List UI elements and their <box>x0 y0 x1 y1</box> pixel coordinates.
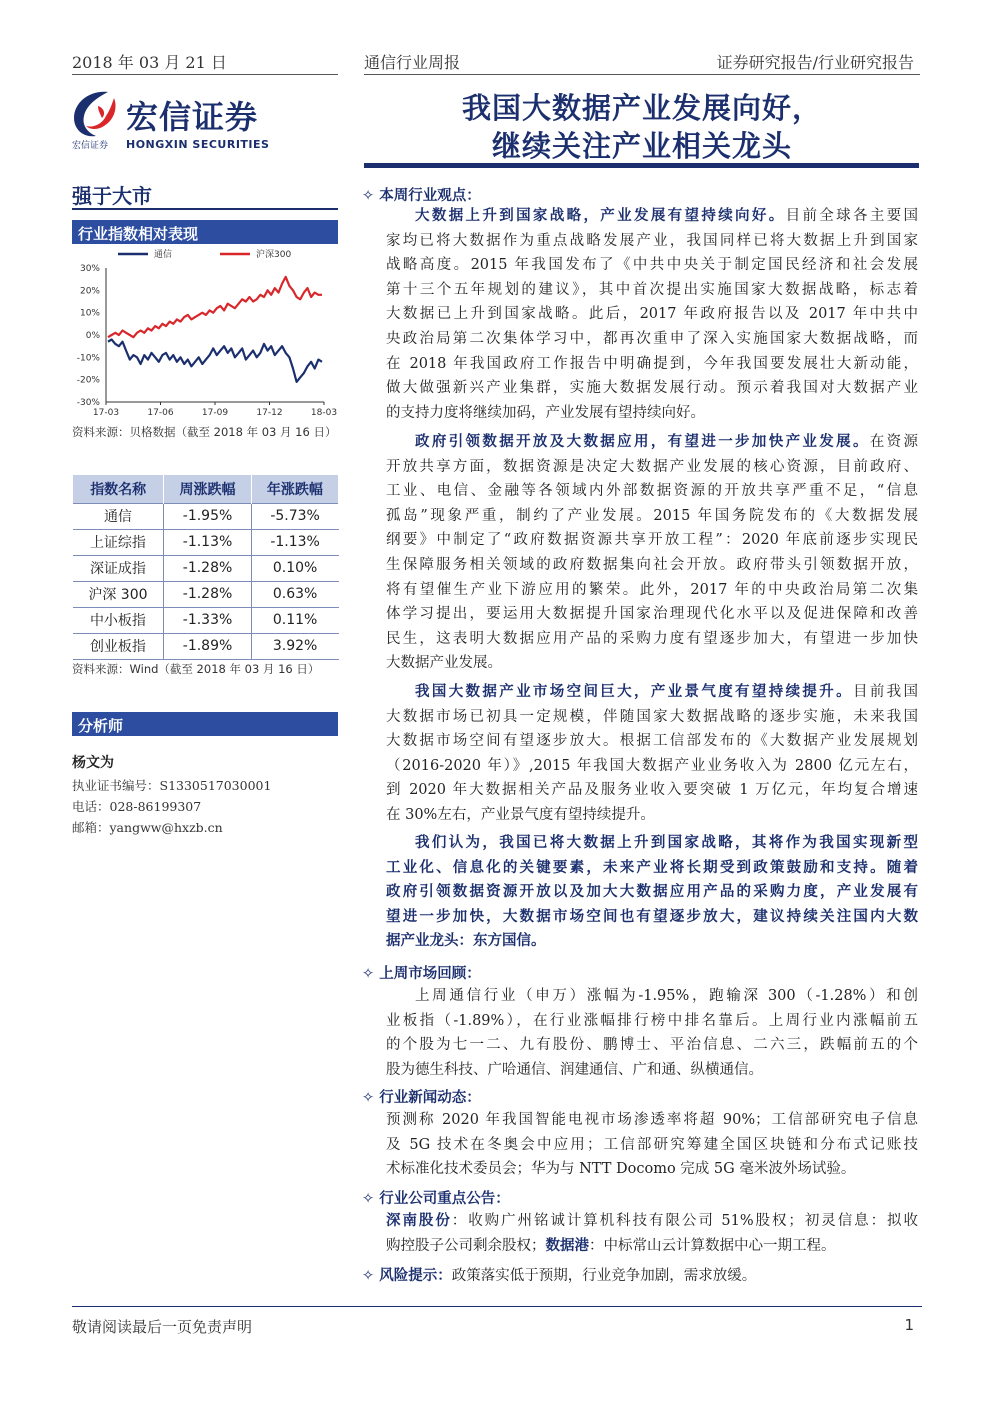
col-header-name: 指数名称 <box>73 475 164 503</box>
year-change: 3.92% <box>251 633 338 659</box>
year-change: 0.10% <box>251 555 338 581</box>
chart-source: 资料来源：贝格数据（截至 2018 年 03 月 16 日） <box>72 425 337 439</box>
week-change: -1.28% <box>164 581 251 607</box>
table-header-row <box>73 475 339 503</box>
report-type: 证券研究报告/行业研究报告 <box>716 53 914 72</box>
chart-section-header: 行业指数相对表现 <box>72 220 338 244</box>
paragraph-open-data: 政府引领数据开放及大数据应用，有望进一步加快产业发展。在资源 开放共享方面，数据资源是决定大数据产业发展的核心资源，目前政府、 工业、电信、金融等各领域内外部数据资源的开放共享严重不足，“信息 孤岛”现象严重，制约了产业发展。2015 年国务院发布的《大数据发展 纲要》中制定了“政府数据资源共享开放工程”：2020 年底前逐步实现民 生保障服务相关领域的政府数据集向社会开放。政府带头引领数据开放， 将有望催生产业下游应用的繁荣。此外，2017 年的中央政治局第二次集 体学习提出，要运用大数据提升国家治理现代化水平以及促进保障和改善 民生，这表明大数据应用产品的采购力度有望逐步加大，有望进一步加快 大数据产业发展。 <box>386 434 919 672</box>
y-tick-label: 0% <box>85 331 100 341</box>
table-row <box>73 503 339 529</box>
page-number: 1 <box>904 1316 914 1334</box>
footer-rule <box>72 1306 922 1307</box>
legend-label: 沪深300 <box>256 250 292 260</box>
x-tick-label: 17-06 <box>147 408 174 418</box>
table-row <box>73 607 339 633</box>
y-tick-label: -30% <box>76 398 100 408</box>
market-review-heading: ✧ 上周市场回顾： <box>362 966 481 982</box>
logo-small-text: 宏信证券 <box>72 141 109 151</box>
diamond-bullet-icon: ✧ <box>362 1191 380 1207</box>
x-tick-label: 17-09 <box>201 408 229 418</box>
news-heading: ✧ 行业新闻动态： <box>362 1090 481 1106</box>
week-change: -1.28% <box>164 555 251 581</box>
table-row <box>73 529 339 555</box>
analyst-section-header: 分析师 <box>72 712 338 736</box>
series-line-hs300 <box>108 277 322 337</box>
y-tick-label: 10% <box>79 308 100 319</box>
risk-line <box>362 1264 756 1285</box>
y-tick-label: 30% <box>79 264 100 274</box>
y-tick-label: -20% <box>76 375 100 386</box>
diamond-bullet-icon: ✧ <box>362 1268 380 1284</box>
index-name: 通信 <box>73 503 164 529</box>
logo-english-text: HONGXIN SECURITIES <box>126 138 270 151</box>
viewpoint-heading: ✧ 本周行业观点： <box>362 188 481 204</box>
paragraph-market-space: 我国大数据产业市场空间巨大，产业景气度有望持续提升。目前我国 大数据市场已初具一定规模，伴随国家大数据战略的逐步实施，未来我国 大数据市场空间有望逐步放大。根据工信部发布的《大数据产业发展规划 （2016-2020 年）》,2015 年我国大数据产业业务收入为 2800 亿元左右， 到 2020 年大数据相关产品及服务业收入要突破 1 万亿元，年均复合增速 在 30%左右，产业景气度有望持续提升。 <box>386 684 919 823</box>
report-name: 通信行业周报 <box>364 53 461 72</box>
paragraph-lead: 政府引领数据开放及大数据应用，有望进一步加快产业发展。 <box>415 434 870 450</box>
analyst-cert: 执业证书编号：S1330517030001 <box>72 778 272 793</box>
x-tick-label: 18-03 <box>310 408 338 418</box>
logo-text: 宏信证券 <box>126 98 259 136</box>
report-title-line1: 我国大数据产业发展向好， <box>461 91 822 125</box>
index-name: 中小板指 <box>73 607 164 633</box>
index-name: 上证综指 <box>73 529 164 555</box>
paragraph-conclusion: 我们认为，我国已将大数据上升到国家战略，其将作为我国实现新型 工业化、信息化的关键要素，未来产业将长期受到政策鼓励和支持。随着 政府引领数据资源开放以及加大大数据应用产品的采购力度，产业发展有 望进一步加快，大数据市场空间也有望逐步放大，建议持续关注国内大数 据产业龙头：东方国信。 <box>386 835 918 950</box>
col-header-year: 年涨跌幅 <box>251 475 338 503</box>
y-tick-label: -10% <box>76 353 100 364</box>
index-name: 创业板指 <box>73 633 164 659</box>
risk-heading: ✧ 风险提示： <box>362 1268 452 1284</box>
table-row <box>73 581 339 607</box>
table-row <box>73 555 339 581</box>
analyst-name: 杨文为 <box>72 755 114 771</box>
col-header-week: 周涨跌幅 <box>164 475 251 503</box>
rating-underline <box>72 208 338 210</box>
header-rule-left <box>72 74 338 75</box>
paragraph-lead: 大数据上升到国家战略，产业发展有望持续向好。 <box>415 208 786 224</box>
week-change: -1.95% <box>164 503 251 529</box>
paragraph-news: 预测称 2020 年我国智能电视市场渗透率将超 90%；工信部研究电子信息 及 5G 技术在冬奥会中应用；工信部研究筹建全国区块链和分布式记账技 术标准化技术委员会；华为与 NTT Docomo 完成 5G 毫米波外场试验。 <box>386 1112 918 1178</box>
logo-mark-icon <box>68 86 122 140</box>
index-name: 沪深 300 <box>73 581 164 607</box>
report-title-line2: 继续关注产业相关龙头 <box>491 129 792 163</box>
analyst-email: 邮箱：yangww@hxzb.cn <box>72 820 223 835</box>
diamond-bullet-icon: ✧ <box>362 188 380 204</box>
report-date: 2018 年 03 月 21 日 <box>72 53 227 72</box>
paragraph-market-review: 上周通信行业（申万）涨幅为-1.95%，跑输深 300（-1.28%）和创 业板指（-1.89%），在行业涨幅排行榜中排名靠后。上周行业内涨幅前五 的个股为七一二、九有股份、鹏博士、平治信息、二六三，跌幅前五的个 股为德生科技、广哈通信、润建通信、广和通、纵横通信。 <box>386 988 918 1078</box>
x-tick-label: 17-03 <box>92 408 120 418</box>
year-change: -5.73% <box>251 503 338 529</box>
header-rule-right <box>364 74 920 75</box>
company-name: 数据港 <box>545 1237 589 1254</box>
company-name: 深南股份 <box>386 1213 452 1229</box>
risk-text: 政策落实低于预期，行业竞争加剧，需求放缓。 <box>451 1268 757 1284</box>
industry-rating: 强于大市 <box>72 184 152 208</box>
week-change: -1.33% <box>164 607 251 633</box>
title-underline <box>364 163 919 168</box>
company-heading: ✧ 行业公司重点公告： <box>362 1191 510 1207</box>
year-change: 0.63% <box>251 581 338 607</box>
table-source: 资料来源：Wind（截至 2018 年 03 月 16 日） <box>72 662 320 676</box>
legend-label: 通信 <box>154 250 173 260</box>
disclaimer-note: 敬请阅读最后一页免责声明 <box>72 1318 253 1336</box>
diamond-bullet-icon: ✧ <box>362 1090 380 1106</box>
y-tick-label: 20% <box>79 286 100 297</box>
x-tick-label: 17-12 <box>256 408 283 418</box>
index-name: 深证成指 <box>73 555 164 581</box>
year-change: 0.11% <box>251 607 338 633</box>
index-table <box>72 475 339 660</box>
paragraph-strategy: 大数据上升到国家战略，产业发展有望持续向好。目前全球各主要国 家均已将大数据作为重点战略发展产业，我国同样已将大数据上升到国家 战略高度。2015 年我国发布了《中共中央关于制定国民经济和社会发展 第十三个五年规划的建议》，其中首次提出实施国家大数据战略，标志着 大数据已上升到国家战略。此后，2017 年政府报告以及 2017 年中共中 央政治局第二次集体学习中，都再次重申了深入实施国家大数据战略，而 在 2018 年我国政府工作报告中明确提到，今年我国要发展壮大新动能， 做大做强新兴产业集群，实施大数据发展行动。预示着我国对大数据产业 的支持力度将继续加码，产业发展有望持续向好。 <box>386 208 919 421</box>
paragraph-company: 深南股份：收购广州铭诚计算机科技有限公司 51%股权；初灵信息：拟收 购控股子公司剩余股权；数据港：中标常山云计算数据中心一期工程。 <box>386 1213 918 1254</box>
week-change: -1.89% <box>164 633 251 659</box>
diamond-bullet-icon: ✧ <box>362 966 380 982</box>
week-change: -1.13% <box>164 529 251 555</box>
performance-chart <box>72 246 338 422</box>
series-line-telecom <box>108 340 322 382</box>
table-row <box>73 633 339 659</box>
analyst-phone: 电话：028-86199307 <box>72 799 202 814</box>
paragraph-lead: 我国大数据产业市场空间巨大，产业景气度有望持续提升。 <box>415 684 853 700</box>
year-change: -1.13% <box>251 529 338 555</box>
